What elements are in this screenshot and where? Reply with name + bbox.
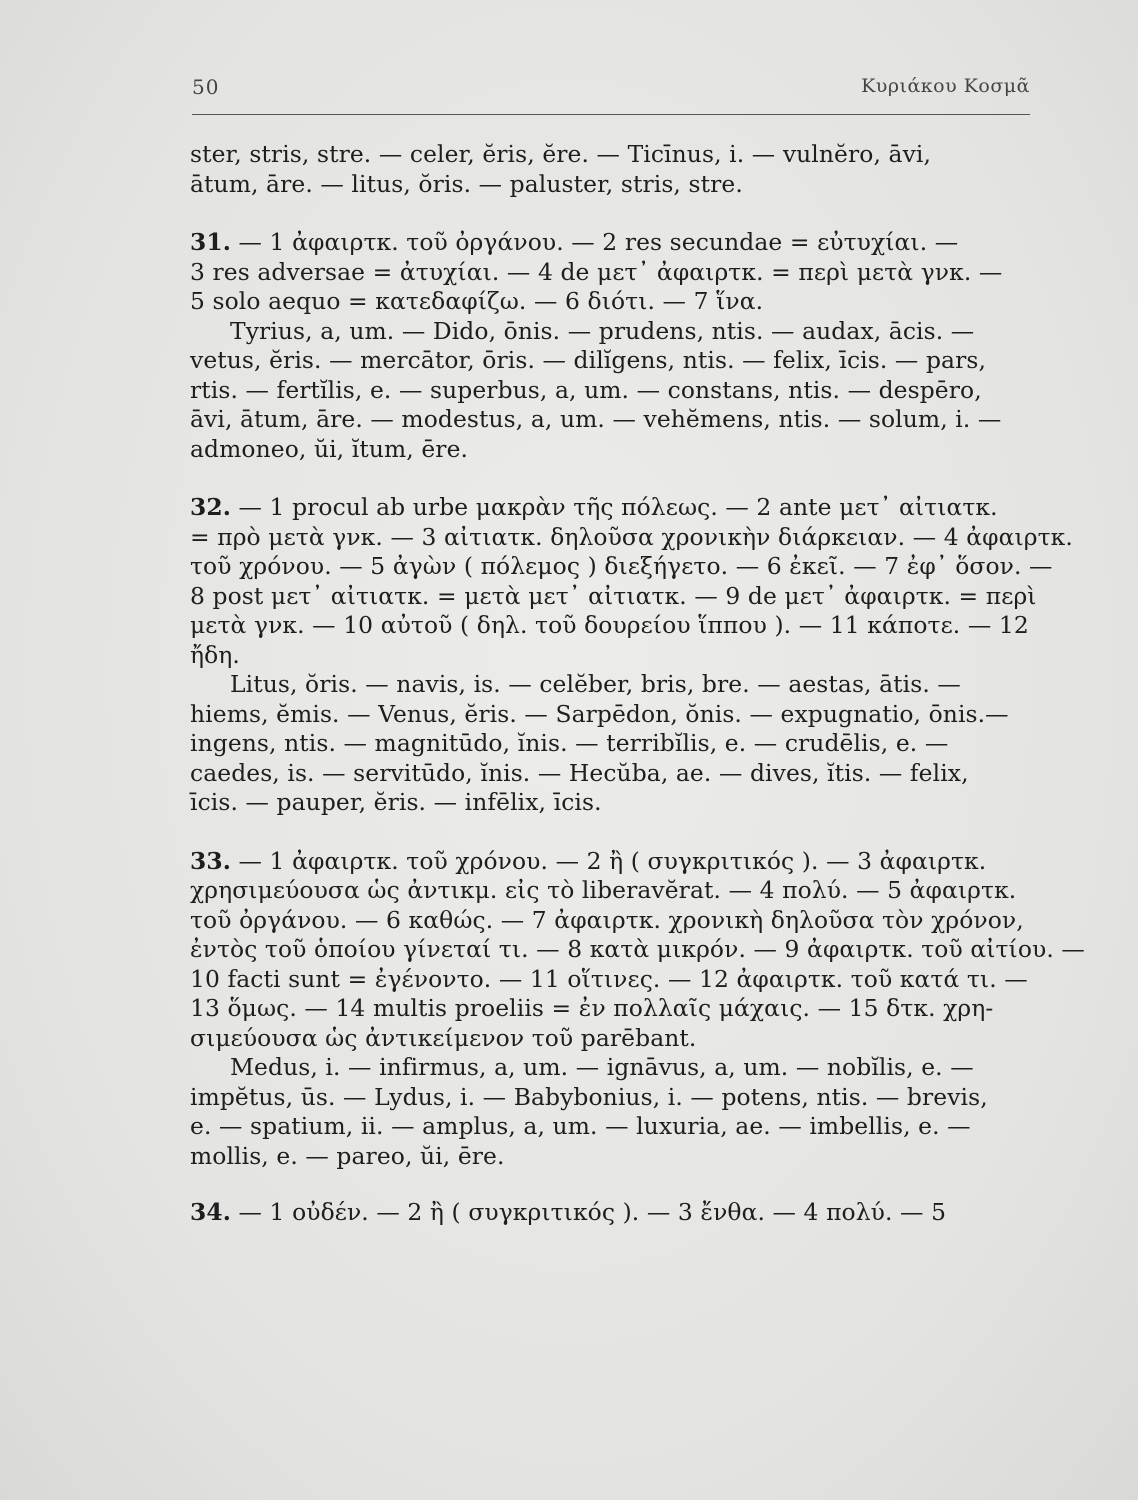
text-line: ἤδη. <box>190 640 240 669</box>
text-segment: — 1 procul ab urbe μακρὰν τῆς πόλεως. — 2 ante μετ᾽ αἰτιατκ. <box>231 493 998 521</box>
page-body <box>190 140 1085 1228</box>
text-line: = πρὸ μετὰ γνκ. — 3 αἰτιατκ. δηλοῦσα χρονικὴν διάρκειαν. — 4 ἀφαιρτκ. <box>190 522 1073 551</box>
text-line: σιμεύουσα ὡς ἀντικείμενον τοῦ parēbant. <box>190 1023 697 1052</box>
text-line: ātum, āre. — litus, ŏris. — paluster, stris, stre. <box>190 169 743 198</box>
section-number: 34. <box>190 1198 231 1226</box>
text-line: ster, stris, stre. — celer, ĕris, ĕre. — Ticīnus, i. — vulnĕro, āvi, <box>190 140 931 168</box>
section-number: 33. <box>190 846 231 875</box>
text-line: 5 solo aequo = κατεδαφίζω. — 6 διότι. — 7 ἵνα. <box>190 287 764 315</box>
text-line: μετὰ γνκ. — 10 αὐτοῦ ( δηλ. τοῦ δουρείου ἵππου ). — 11 κάποτε. — 12 <box>190 611 1029 639</box>
text-line: ingens, ntis. — magnitūdo, ĭnis. — terribĭlis, e. — crudēlis, e. — <box>190 729 949 757</box>
text-segment: — 1 ἀφαιρτκ. τοῦ ὀργάνου. — 2 res secundae = εὐτυχίαι. — <box>231 228 959 256</box>
section-33-first-line <box>190 847 1040 877</box>
text-line: χρησιμεύουσα ὡς ἀντικμ. εἰς τὸ liberavĕrat. — 4 πολύ. — 5 ἀφαιρτκ. <box>190 876 1017 904</box>
text-line: caedes, is. — servitūdo, ĭnis. — Hecŭba, ae. — dives, ĭtis. — felix, <box>190 758 969 787</box>
text-line: admoneo, ŭi, ĭtum, ēre. <box>190 434 469 463</box>
text-line: rtis. — fertĭlis, e. — superbus, a, um. — constans, ntis. — despēro, <box>190 375 982 404</box>
text-line: impĕtus, ūs. — Lydus, i. — Babybonius, i. — potens, ntis. — brevis, <box>190 1082 988 1111</box>
text-line: 10 facti sunt = ἐγένοντο. — 11 οἵτινες. — 12 ἀφαιρτκ. τοῦ κατά τι. — <box>190 964 1028 993</box>
section-34-first-line <box>190 1198 1040 1228</box>
text-line: ἐντὸς τοῦ ὁποίου γίνεταί τι. — 8 κατὰ μικρόν. — 9 ἀφαιρτκ. τοῦ αἰτίου. — <box>190 935 1085 963</box>
text-line: hiems, ĕmis. — Venus, ĕris. — Sarpēdon, ŏnis. — expugnatio, ōnis.— <box>190 699 1009 728</box>
paragraph-gap <box>190 464 1040 493</box>
page-number: 50 <box>192 75 220 99</box>
text-line: 13 ὅμως. — 14 multis proeliis = ἐν πολλαῖς μάχαις. — 15 δτκ. χρη- <box>190 994 994 1022</box>
text-line: āvi, ātum, āre. — modestus, a, um. — vehĕmens, ntis. — solum, i. — <box>190 405 1002 433</box>
paragraph-gap <box>190 1171 1040 1198</box>
section-32-first-line <box>190 493 1040 523</box>
text-line: Litus, ŏris. — navis, is. — celĕber, bris, bre. — aestas, ātis. — <box>230 670 961 698</box>
text-line: 8 post μετ᾽ αἰτιατκ. = μετὰ μετ᾽ αἰτιατκ. — 9 de μετ᾽ ἀφαιρτκ. = περὶ <box>190 581 1037 610</box>
text-line: Tyrius, a, um. — Dido, ōnis. — prudens, ntis. — audax, ācis. — <box>230 316 975 345</box>
section-number: 31. <box>190 228 231 256</box>
header-rule <box>192 114 1030 115</box>
paragraph-gap <box>190 199 1040 228</box>
text-segment: — 1 ἀφαιρτκ. τοῦ χρόνου. — 2 ἢ ( συγκριτικός ). — 3 ἀφαιρτκ. <box>231 846 987 875</box>
text-line: vetus, ĕris. — mercātor, ōris. — dilĭgens, ntis. — felix, īcis. — pars, <box>190 346 986 374</box>
page-header <box>192 75 1030 115</box>
section-31-first-line <box>190 228 1040 258</box>
text-line: τοῦ χρόνου. — 5 ἀγὼν ( πόλεμος ) διεξήγετο. — 6 ἐκεῖ. — 7 ἐφ᾽ ὅσον. — <box>190 552 1053 580</box>
running-head: Κυριάκου Κοσμᾶ <box>861 75 1030 97</box>
text-line: 3 res adversae = ἀτυχίαι. — 4 de μετ᾽ ἀφαιρτκ. = περὶ μετὰ γνκ. — <box>190 257 1003 286</box>
text-line: mollis, e. — pareo, ŭi, ēre. <box>190 1141 505 1170</box>
text-line: e. — spatium, ii. — amplus, a, um. — luxuria, ae. — imbellis, e. — <box>190 1112 971 1140</box>
text-line: Medus, i. — infirmus, a, um. — ignāvus, a, um. — nobĭlis, e. — <box>230 1053 974 1081</box>
paragraph-gap <box>190 818 1040 847</box>
text-segment: — 1 οὐδέν. — 2 ἢ ( συγκριτικός ). — 3 ἔνθα. — 4 πολύ. — 5 <box>231 1198 947 1226</box>
section-number: 32. <box>190 493 231 521</box>
text-line: īcis. — pauper, ĕris. — infēlix, īcis. <box>190 788 602 816</box>
text-line: τοῦ ὀργάνου. — 6 καθώς. — 7 ἀφαιρτκ. χρονικὴ δηλοῦσα τὸν χρόνον, <box>190 905 1024 934</box>
